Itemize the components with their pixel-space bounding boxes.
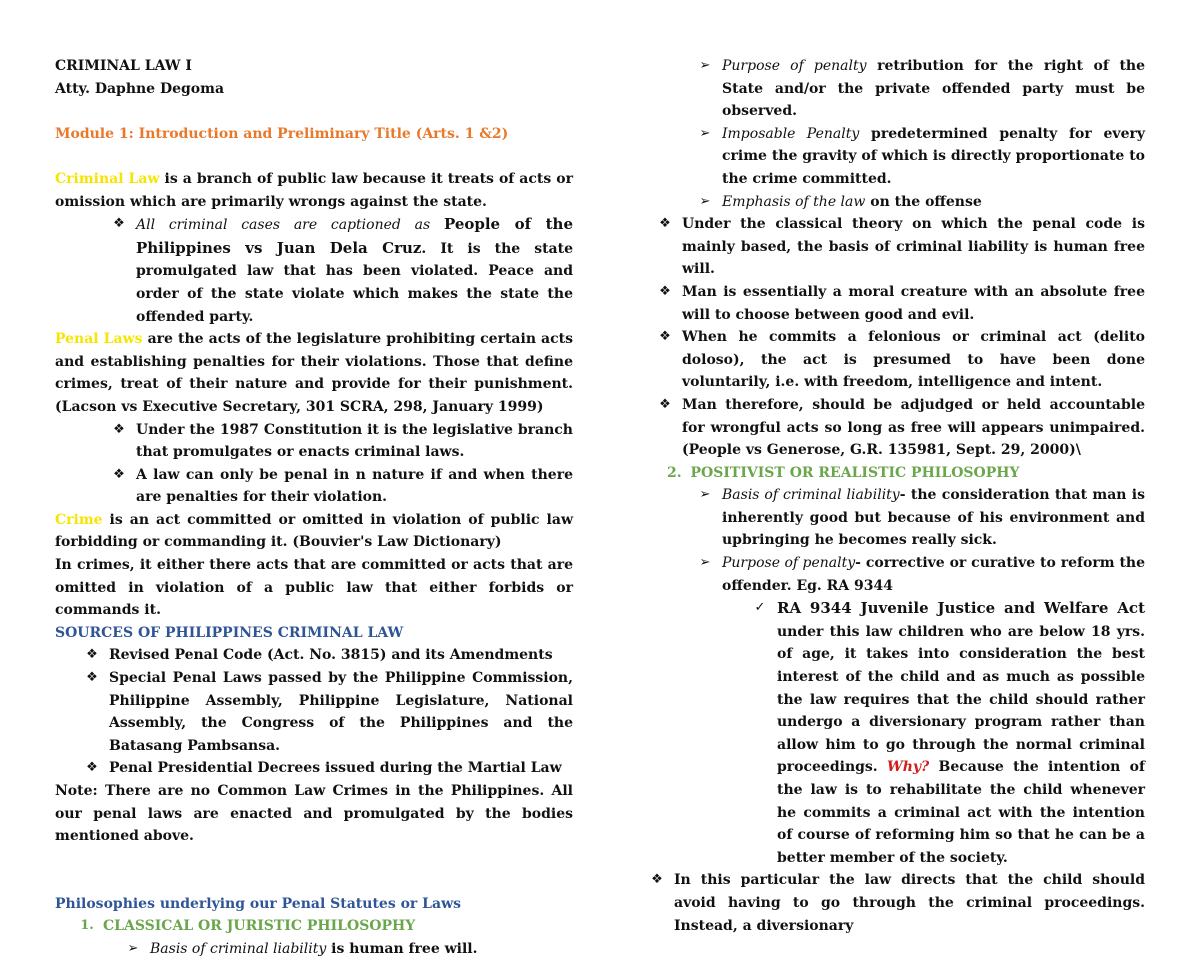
arrow-bullet-icon: ➢ [699, 193, 711, 209]
note-paragraph: Note: There are no Common Law Crimes in the Philippines. All our penal laws are enacted and promulgated by the bodies mentioned above. [55, 783, 573, 845]
sources-heading: SOURCES OF PHILIPPINES CRIMINAL LAW [55, 624, 404, 641]
penal-bullet-2: ❖ A law can only be penal in n nature if and when there are penalties for their violation. [55, 464, 573, 509]
arrow-bullet-icon: ➢ [699, 58, 711, 73]
classical-point: ❖ When he commits a felonious or criminal act (delito doloso), the act is presumed to have been done voluntarily, i.e. with freedom, intelligence and intent. [655, 326, 1145, 394]
diamond-bullet-icon: ❖ [113, 466, 125, 482]
diamond-bullet-icon: ❖ [86, 760, 98, 776]
arrow-bullet-icon: ➢ [699, 487, 711, 503]
diamond-bullet-icon: ❖ [113, 421, 125, 437]
penal-laws-term: Penal Laws [55, 331, 143, 348]
crime-term: Crime [55, 511, 103, 528]
arrow-bullet-icon: ➢ [699, 125, 711, 141]
in-crimes-paragraph: In crimes, it either there acts that are committed or acts that are omitted in violation of a public law that either forbids or commands it. [55, 557, 573, 619]
diamond-bullet-icon: ❖ [659, 396, 671, 412]
positivist-heading-row [647, 462, 1145, 485]
right-column [651, 55, 1146, 937]
penal-laws-definition: Penal Laws are the acts of the legislature prohibiting certain acts and establishing penalties for their violations. Those that define crimes, treat of their nature and provide for their punishment. (Lacson vs Executive Secretary, 301 SCRA, 298, January 1999) [55, 331, 574, 415]
arrow-bullet-icon: ➢ [699, 555, 711, 571]
classical-point: ❖ Under the classical theory on which the penal code is mainly based, the basis of criminal liability is human free will. [655, 213, 1145, 281]
classical-purpose: ➢ Purpose of penalty retribution for the right of the State and/or the private offended party must be observed. [655, 55, 1145, 123]
diamond-bullet-icon: ❖ [651, 872, 663, 888]
diamond-bullet-icon: ❖ [113, 216, 125, 232]
course-title: CRIMINAL LAW I [55, 58, 192, 74]
module-title: Module 1: Introduction and Preliminary Title (Arts. 1 &2) [55, 125, 509, 142]
classical-heading: CLASSICAL OR JURISTIC PHILOSOPHY [103, 918, 416, 935]
classical-point: ❖ Man is essentially a moral creature with an absolute free will to choose between good and evil. [655, 281, 1145, 326]
positivist-heading: POSITIVIST OR REALISTIC PHILOSOPHY [690, 464, 1020, 481]
classical-basis: ➢ Basis of criminal liability is human free will. [55, 938, 573, 961]
positivist-basis: ➢ Basis of criminal liability- the consideration that man is inherently good but because of his environment and upbringing he becomes really sick. [655, 484, 1145, 552]
diamond-bullet-icon: ❖ [86, 647, 98, 663]
penal-bullet-1: ❖ Under the 1987 Constitution it is the legislative branch that promulgates or enacts criminal laws. [55, 419, 573, 464]
diamond-bullet-icon: ❖ [86, 670, 98, 686]
source-item: ❖ Penal Presidential Decrees issued during the Martial Law [55, 757, 573, 780]
criminal-law-term: Criminal Law [55, 170, 160, 187]
captioned-bullet: ❖ All criminal cases are captioned as People of the Philippines vs Juan Dela Cruz. It is the state promulgated law that has been violated. Peace and order of the state violate which makes the state the offended party. [55, 213, 573, 328]
arrow-bullet-icon: ➢ [127, 940, 139, 956]
philosophies-heading: Philosophies underlying our Penal Statutes or Laws [55, 895, 462, 912]
crime-definition: Crime is an act committed or omitted in violation of public law forbidding or commanding it. (Bouvier's Law Dictionary) [55, 511, 573, 551]
diamond-bullet-icon: ❖ [659, 329, 671, 345]
checkmark-bullet-icon: ✓ [754, 600, 766, 616]
left-column [55, 55, 573, 961]
diamond-bullet-icon: ❖ [659, 283, 671, 299]
classical-imposable: ➢ Imposable Penalty predetermined penalty for every crime the gravity of which is directly proportionate to the crime committed. [655, 123, 1145, 191]
source-item: ❖ Special Penal Laws passed by the Philippine Commission, Philippine Assembly, Philippine Legislature, National Assembly, the Congress of the Philippines and the Batasang Pambsansa. [55, 667, 573, 757]
last-point: ❖ In this particular the law directs that the child should avoid having to go through the criminal proceedings. Instead, a diversionary [647, 869, 1145, 937]
why-label: Why? [886, 759, 930, 776]
ra-9344-item: ✓ RA 9344 Juvenile Justice and Welfare Act under this law children who are below 18 yrs. of age, it takes into consideration the best interest of the child and as much as possible the law requires that the child should rather undergo a diversionary program rather than allow him to go through the normal criminal proceedings. Why? Because the intention of the law is to rehabilitate the child whenever he commits a criminal act with the intention of course of reforming him so that he can be a better member of the society. [655, 597, 1145, 869]
list-number: 2. [667, 464, 682, 481]
source-item: ❖ Revised Penal Code (Act. No. 3815) and its Amendments [55, 644, 573, 667]
diamond-bullet-icon: ❖ [659, 216, 671, 232]
list-number: 1. [80, 918, 94, 934]
classical-point: ❖ Man therefore, should be adjudged or held accountable for wrongful acts so long as free will appears unimpaired. (People vs Generose, G.R. 135981, Sept. 29, 2000)\ [655, 394, 1145, 462]
instructor-name: Atty. Daphne Degoma [55, 80, 225, 97]
classical-emphasis: ➢ Emphasis of the law on the offense [655, 191, 1145, 214]
positivist-purpose: ➢ Purpose of penalty- corrective or curative to reform the offender. Eg. RA 9344 [655, 552, 1145, 597]
criminal-law-definition: Criminal Law is a branch of public law because it treats of acts or omission which are primarily wrongs against the state. [55, 170, 573, 210]
